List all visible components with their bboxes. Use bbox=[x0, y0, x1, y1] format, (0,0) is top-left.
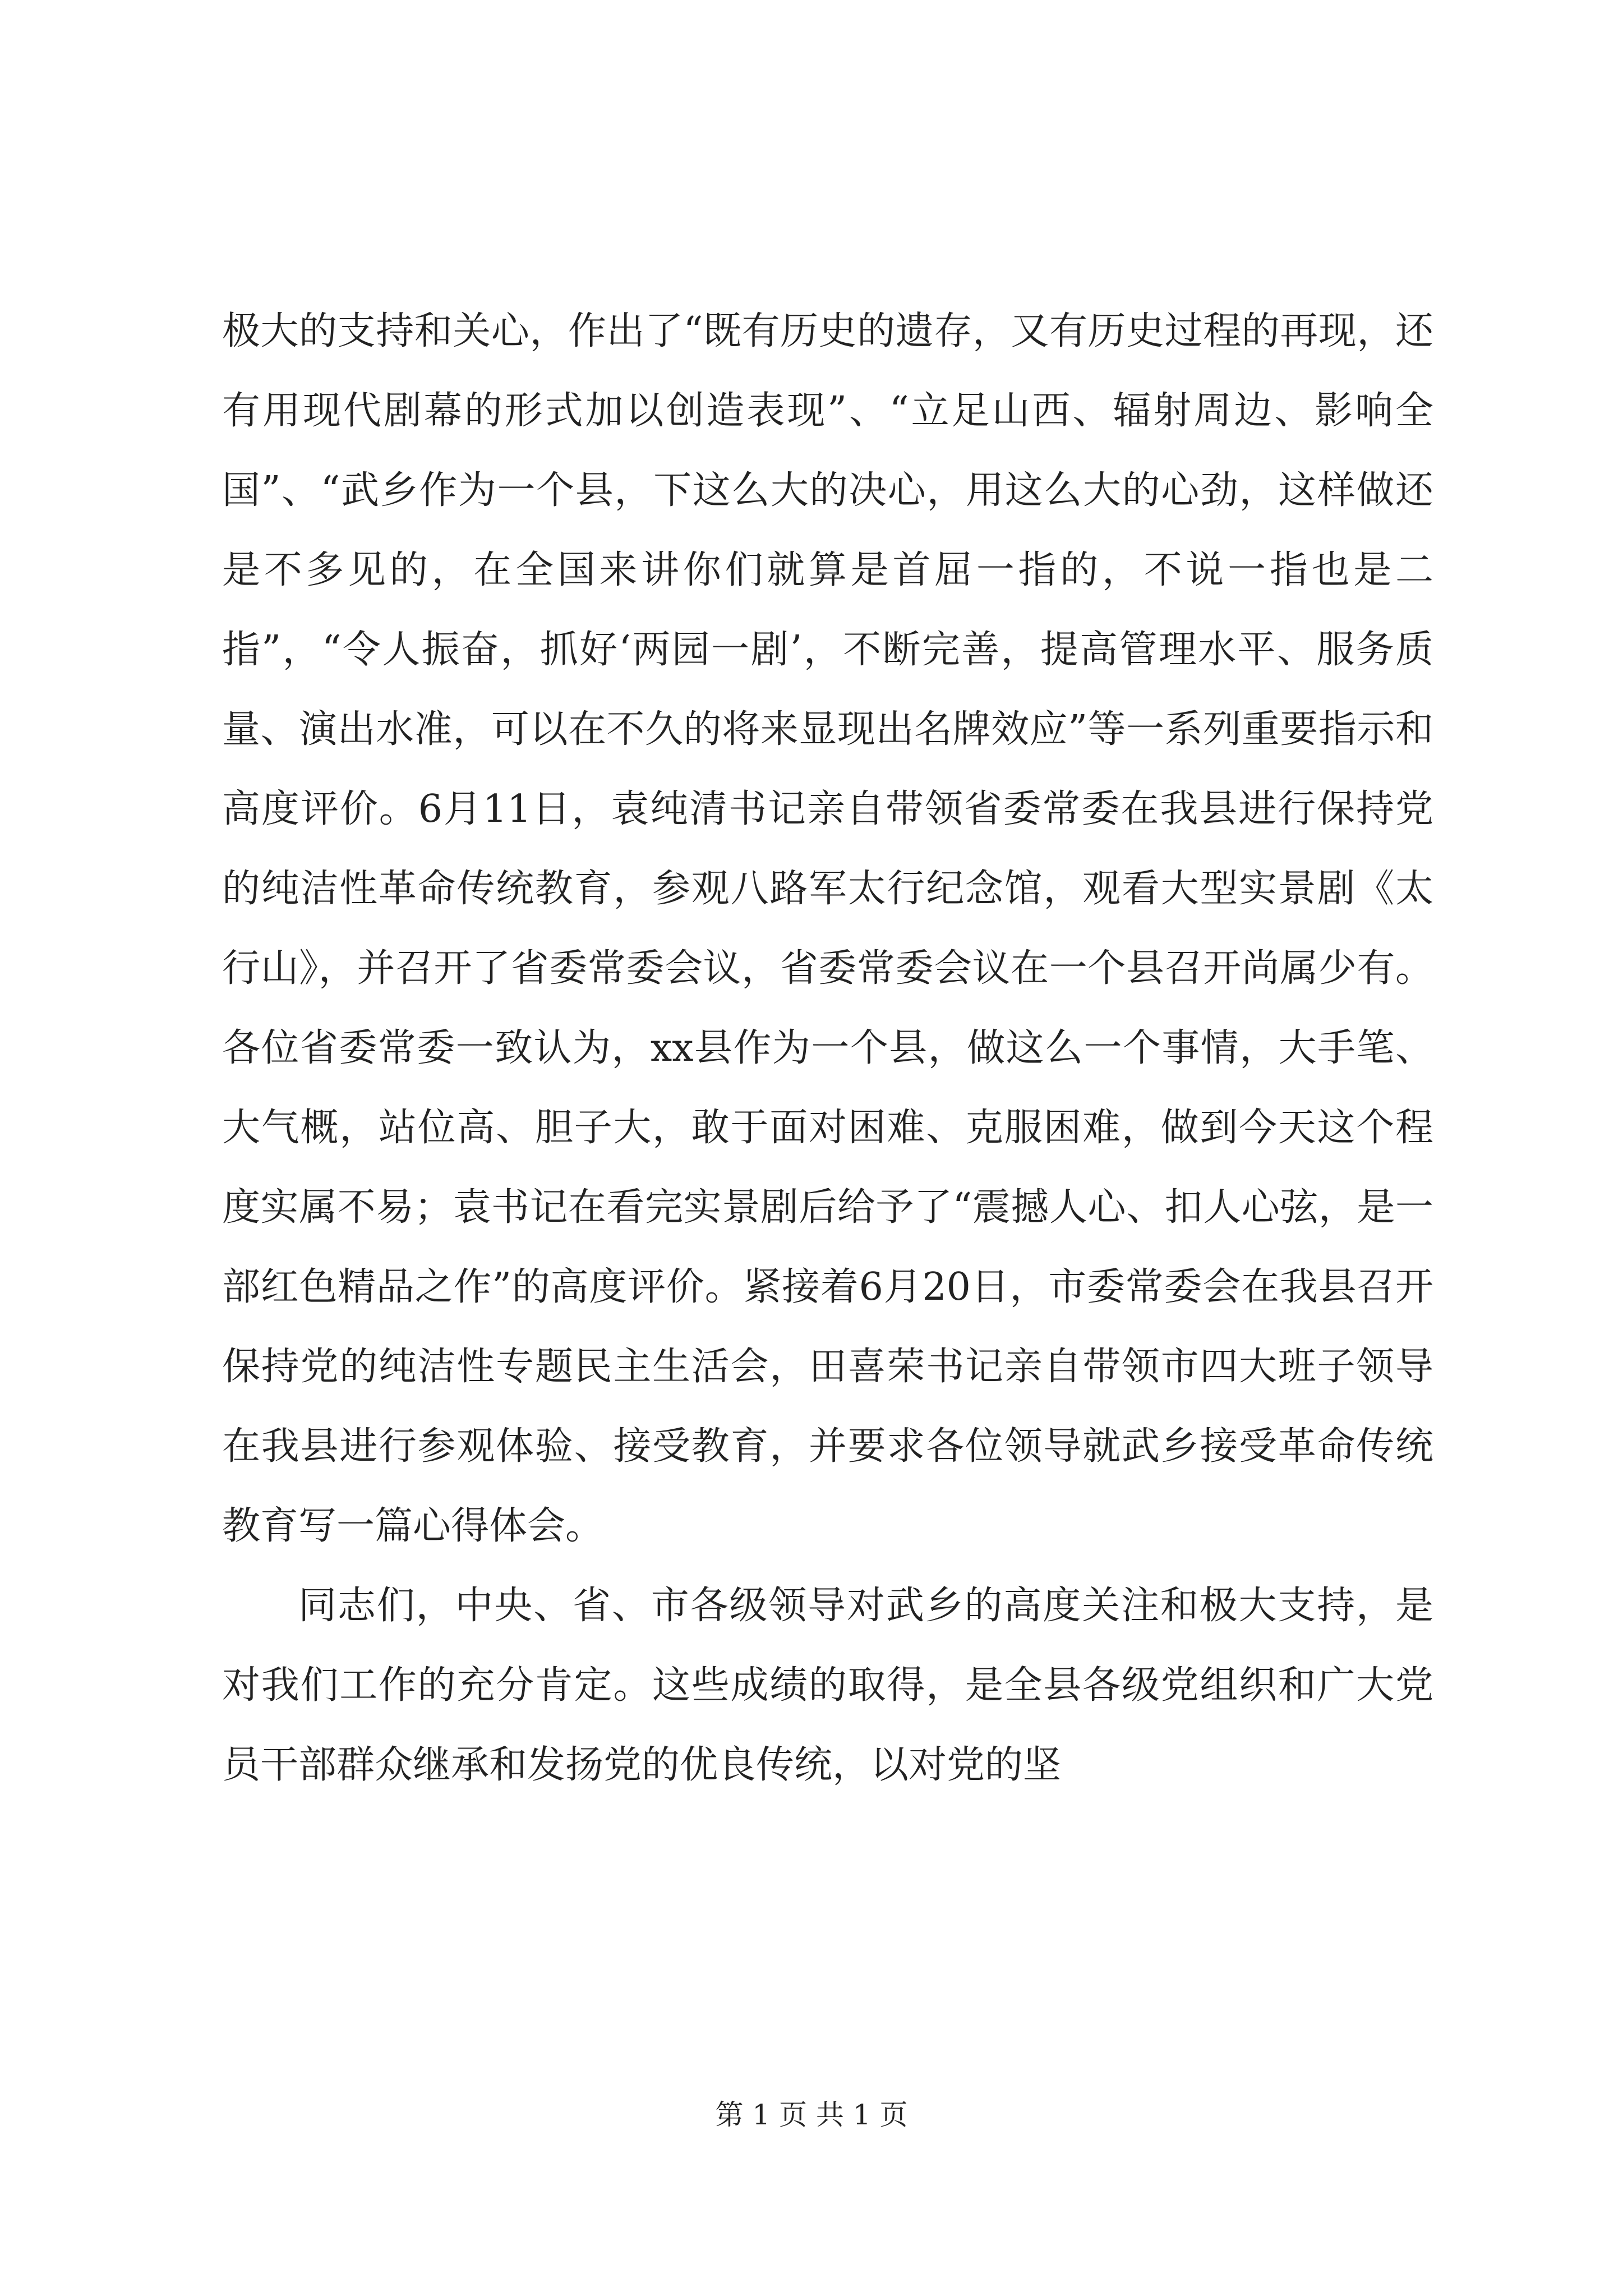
paragraph-1: 极大的支持和关心，作出了“既有历史的遗存，又有历史过程的再现，还有用现代剧幕的形式加以创造表现”、“立足山西、辐射周边、影响全国”、“武乡作为一个县，下这么大的决心，用这么大的心劲，这样做还是不多见的，在全国来讲你们就算是首屈一指的，不说一指也是二指”，“令人振奋，抓好‘两园一剧’，不断完善，提高管理水平、服务质量、演出水准，可以在不久的将来显现出名牌效应”等一系列重要指示和高度评价。6月11日，袁纯清书记亲自带领省委常委在我县进行保持党的纯洁性革命传统教育，参观八路军太行纪念馆，观看大型实景剧《太行山》，并召开了省委常委会议，省委常委会议在一个县召开尚属少有。各位省委常委一致认为，xx县作为一个县，做这么一个事情，大手笔、大气概，站位高、胆子大，敢于面对困难、克服困难，做到今天这个程度实属不易；袁书记在看完实景剧后给予了“震撼人心、扣人心弦，是一部红色精品之作”的高度评价。紧接着6月20日，市委常委会在我县召开保持党的纯洁性专题民主生活会，田喜荣书记亲自带领市四大班子领导在我县进行参观体验、接受教育，并要求各位领导就武乡接受革命传统教育写一篇心得体会。 bbox=[222, 309, 1433, 1548]
body-text bbox=[222, 292, 1433, 1805]
paragraph-2: 同志们，中央、省、市各级领导对武乡的高度关注和极大支持，是对我们工作的充分肯定。这些成绩的取得，是全县各级党组织和广大党员干部群众继承和发扬党的优良传统，以对党的坚 bbox=[222, 1584, 1433, 1787]
page-number-footer: 第 1 页 共 1 页 bbox=[715, 2099, 908, 2131]
